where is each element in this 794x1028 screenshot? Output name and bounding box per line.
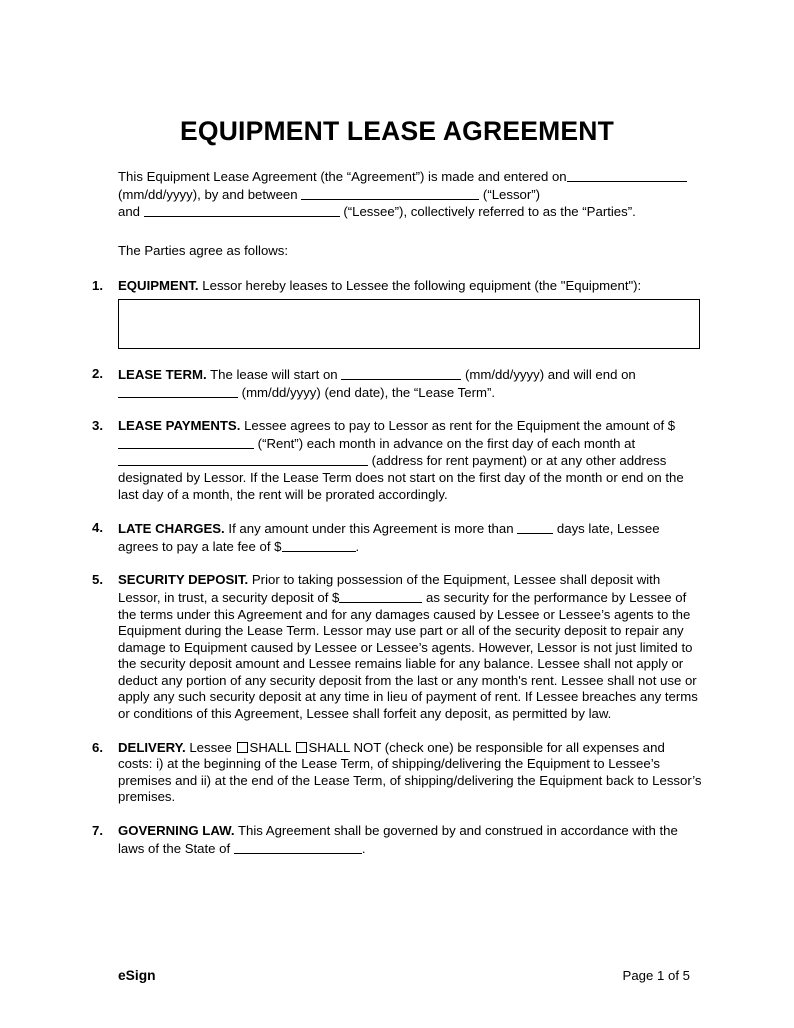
shall-label: SHALL	[249, 739, 291, 755]
clause-number: 2.	[92, 365, 103, 381]
clause-number: 7.	[92, 823, 103, 839]
lease-payments-seg-3: (address for rent payment) or at any other address designated by Lessor. If the Lease Term does not start on the first day of the month or end on the last day of a month, the rent will be prorated accordingly.	[118, 453, 684, 502]
intro-paragraph	[92, 168, 702, 221]
page-number: Page 1 of 5	[622, 967, 690, 983]
clause-lease-term	[92, 366, 702, 401]
rent-amount-blank[interactable]	[118, 435, 254, 449]
lease-payments-seg-1: Lessee agrees to pay to Lessor as rent for the Equipment the amount of $	[244, 418, 676, 434]
clause-number: 3.	[92, 418, 103, 434]
clause-heading: LEASE PAYMENTS.	[118, 418, 241, 434]
intro-and: and	[118, 204, 141, 220]
late-charges-seg-2: days late, Lessee agrees to pay a late fee of $	[118, 521, 660, 554]
late-days-blank[interactable]	[517, 520, 553, 534]
page-footer	[118, 965, 690, 985]
intro-line-1: This Equipment Lease Agreement (the “Agreement”) is made and entered on	[118, 169, 567, 184]
security-deposit-seg-2: as security for the performance by Lessee of the terms under this Agreement and for any damages caused by Lessee or Lessee’s agents to the Equipment during the Lease Term. Lessor may use part or all of the security deposit to repair any damage to Equipment caused by Lessee or Lessee’s agents. However, Lessor is not just limited to the security deposit amount and Lessee remains liable for any balance. Lessee shall not apply or deduct any portion of any security deposit from the last or any month's rent. Lessee shall not use or apply any such security deposit at any time in lieu of payment of rent. If Lessee breaches any terms or conditions of this Agreement, Lessee shall forfeit any deposit, as permitted by law.	[118, 589, 698, 722]
clause-governing-law	[92, 823, 702, 857]
lease-term-seg-1: The lease will start on	[210, 366, 338, 382]
governing-law-seg-2: .	[361, 840, 366, 856]
delivery-seg-2: (check one) be responsible for all expenses and costs: i) at the beginning of the Lease Term, of shipping/delivering the Equipment to Lessee’s premises and ii) at the end of the Lease Term, of shipping/delivering the Equipment back to Lessor’s premises.	[118, 739, 702, 805]
document-body	[92, 168, 702, 857]
parties-agree-line: The Parties agree as follows:	[118, 242, 289, 258]
shall-checkbox[interactable]	[237, 742, 248, 753]
late-charges-seg-3: .	[355, 538, 360, 554]
clause-heading: DELIVERY.	[118, 739, 186, 755]
governing-law-seg-1: This Agreement shall be governed by and construed in accordance with the laws of the State of	[118, 823, 678, 856]
lease-start-date-blank[interactable]	[341, 366, 461, 380]
esign-brand: eSign	[118, 967, 156, 983]
clause-lease-payments	[92, 418, 702, 503]
clause-security-deposit	[92, 572, 702, 722]
security-deposit-seg-1: Prior to taking possession of the Equipment, Lessee shall deposit with Lessor, in trust, a security deposit of $	[118, 572, 661, 605]
lessor-name-blank[interactable]	[301, 186, 479, 200]
intro-after-date: (mm/dd/yyyy), by and between	[118, 186, 298, 202]
lease-payments-seg-2: (“Rent”) each month in advance on the first day of each month at	[257, 435, 636, 451]
clause-delivery	[92, 740, 702, 806]
shall-not-checkbox[interactable]	[296, 742, 307, 753]
intro-lessor-label: (“Lessor”)	[482, 186, 541, 202]
shall-not-label: SHALL NOT	[308, 739, 382, 755]
late-fee-blank[interactable]	[282, 538, 356, 552]
rent-payment-address-blank[interactable]	[118, 452, 368, 466]
security-deposit-amount-blank[interactable]	[339, 589, 422, 603]
clause-text: Lessor hereby leases to Lessee the following equipment (the "Equipment"):	[202, 278, 642, 294]
clause-late-charges	[92, 520, 702, 555]
clause-heading: GOVERNING LAW.	[118, 823, 235, 839]
date-blank[interactable]	[567, 168, 687, 182]
clause-heading: EQUIPMENT.	[118, 278, 199, 294]
clause-number: 4.	[92, 520, 103, 536]
clause-number: 1.	[92, 278, 103, 294]
clause-number: 6.	[92, 739, 103, 755]
clause-heading: LEASE TERM.	[118, 366, 207, 382]
clause-heading: LATE CHARGES.	[118, 521, 225, 537]
late-charges-seg-1: If any amount under this Agreement is more than	[228, 521, 514, 537]
clause-equipment	[92, 278, 702, 349]
governing-state-blank[interactable]	[234, 840, 362, 854]
equipment-description-input[interactable]	[118, 299, 700, 349]
lease-term-seg-3: (mm/dd/yyyy) (end date), the “Lease Term”.	[241, 384, 496, 400]
lessee-name-blank[interactable]	[144, 203, 340, 217]
page-title: EQUIPMENT LEASE AGREEMENT	[180, 115, 614, 146]
lease-term-seg-2: (mm/dd/yyyy) and will end on	[464, 366, 636, 382]
lease-end-date-blank[interactable]	[118, 384, 238, 398]
clause-heading: SECURITY DEPOSIT.	[118, 572, 249, 588]
delivery-seg-1: Lessee	[189, 739, 232, 755]
clause-number: 5.	[92, 572, 103, 588]
intro-lessee-label: (“Lessee”), collectively referred to as the “Parties”.	[343, 204, 636, 220]
